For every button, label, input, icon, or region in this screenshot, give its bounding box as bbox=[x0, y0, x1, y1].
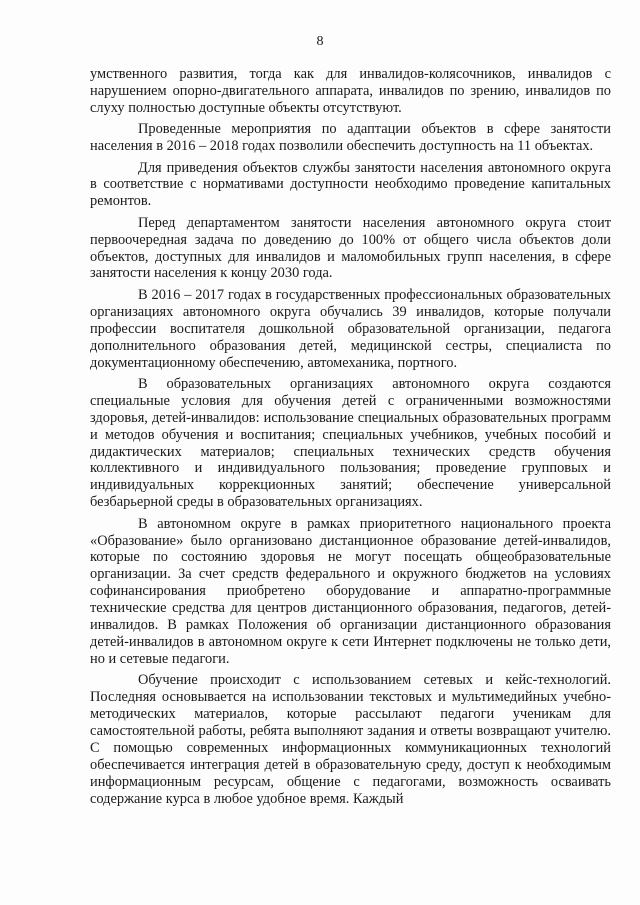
paragraph-network-technologies: Обучение происходит с использованием сетевых и кейс-технологий. Последняя основывается на использовании текстовых и мультимедийных учебно-методических материалов, которые рассылают педагоги ученикам для самостоятельной работы, ребята выполняют задания и ответы возвращают учителю. С помощью современных информационных коммуникационных технологий обеспечивается интеграция детей в образовательную среду, доступ к необходимым информационным ресурсам, общение с педагогами, возможность осваивать содержание курса в любое удобное время. Каждый bbox=[90, 672, 611, 807]
paragraph-professional-education: В 2016 – 2017 годах в государственных профессиональных образовательных организациях автономного округа обучались 39 инвалидов, которые получали профессии воспитателя дошкольной образовательной организации, педагога дополнительного образования детей, медицинской сестры, специалиста по документационному обеспечению, автомеханика, портного. bbox=[90, 286, 611, 371]
paragraph-department-task: Перед департаментом занятости населения автономного округа стоит первоочередная задача по доведению до 100% от общего числа объектов доли объектов, доступных для инвалидов и маломобильных групп населения, в сфере занятости населения к концу 2030 года. bbox=[90, 214, 611, 282]
page-number: 8 bbox=[316, 34, 324, 49]
paragraph-special-conditions: В образовательных организациях автономного округа создаются специальные условия для обучения детей с ограниченными возможностями здоровья, детей-инвалидов: использование специальных образовательных программ и методов обучения и воспитания; специальных учебников, учебных пособий и дидактических материалов; специальных технических средств обучения коллективного и индивидуального пользования; проведение групповых и индивидуальных коррекционных занятий; обеспечение универсальной безбарьерной среды в образовательных организациях. bbox=[90, 375, 611, 511]
paragraph-adaptation-results: Проведенные мероприятия по адаптации объектов в сфере занятости населения в 2016 – 2018 годах позволили обеспечить доступность на 11 объектах. bbox=[90, 121, 611, 155]
paragraph-capital-repairs: Для приведения объектов службы занятости населения автономного округа в соответствие с нормативами доступности необходимо проведение капитальных ремонтов. bbox=[90, 159, 611, 210]
document-body bbox=[90, 66, 611, 812]
paragraph-distance-education: В автономном округе в рамках приоритетного национального проекта «Образование» было организовано дистанционное образование детей-инвалидов, которые по состоянию здоровья не могут посещать общеобразовательные организации. За счет средств федерального и окружного бюджетов на условиях софинансирования приобретено оборудование и аппаратно-программные технические средства для центров дистанционного образования, педагогов, детей-инвалидов. В рамках Положения об организации дистанционного образования детей-инвалидов в автономном округе к сети Интернет подключены не только дети, но и сетевые педагоги. bbox=[90, 515, 611, 667]
paragraph-continuation: умственного развития, тогда как для инвалидов-колясочников, инвалидов с нарушением опорно-двигательного аппарата, инвалидов по зрению, инвалидов по слуху полностью доступные объекты отсутствуют. bbox=[90, 66, 611, 116]
